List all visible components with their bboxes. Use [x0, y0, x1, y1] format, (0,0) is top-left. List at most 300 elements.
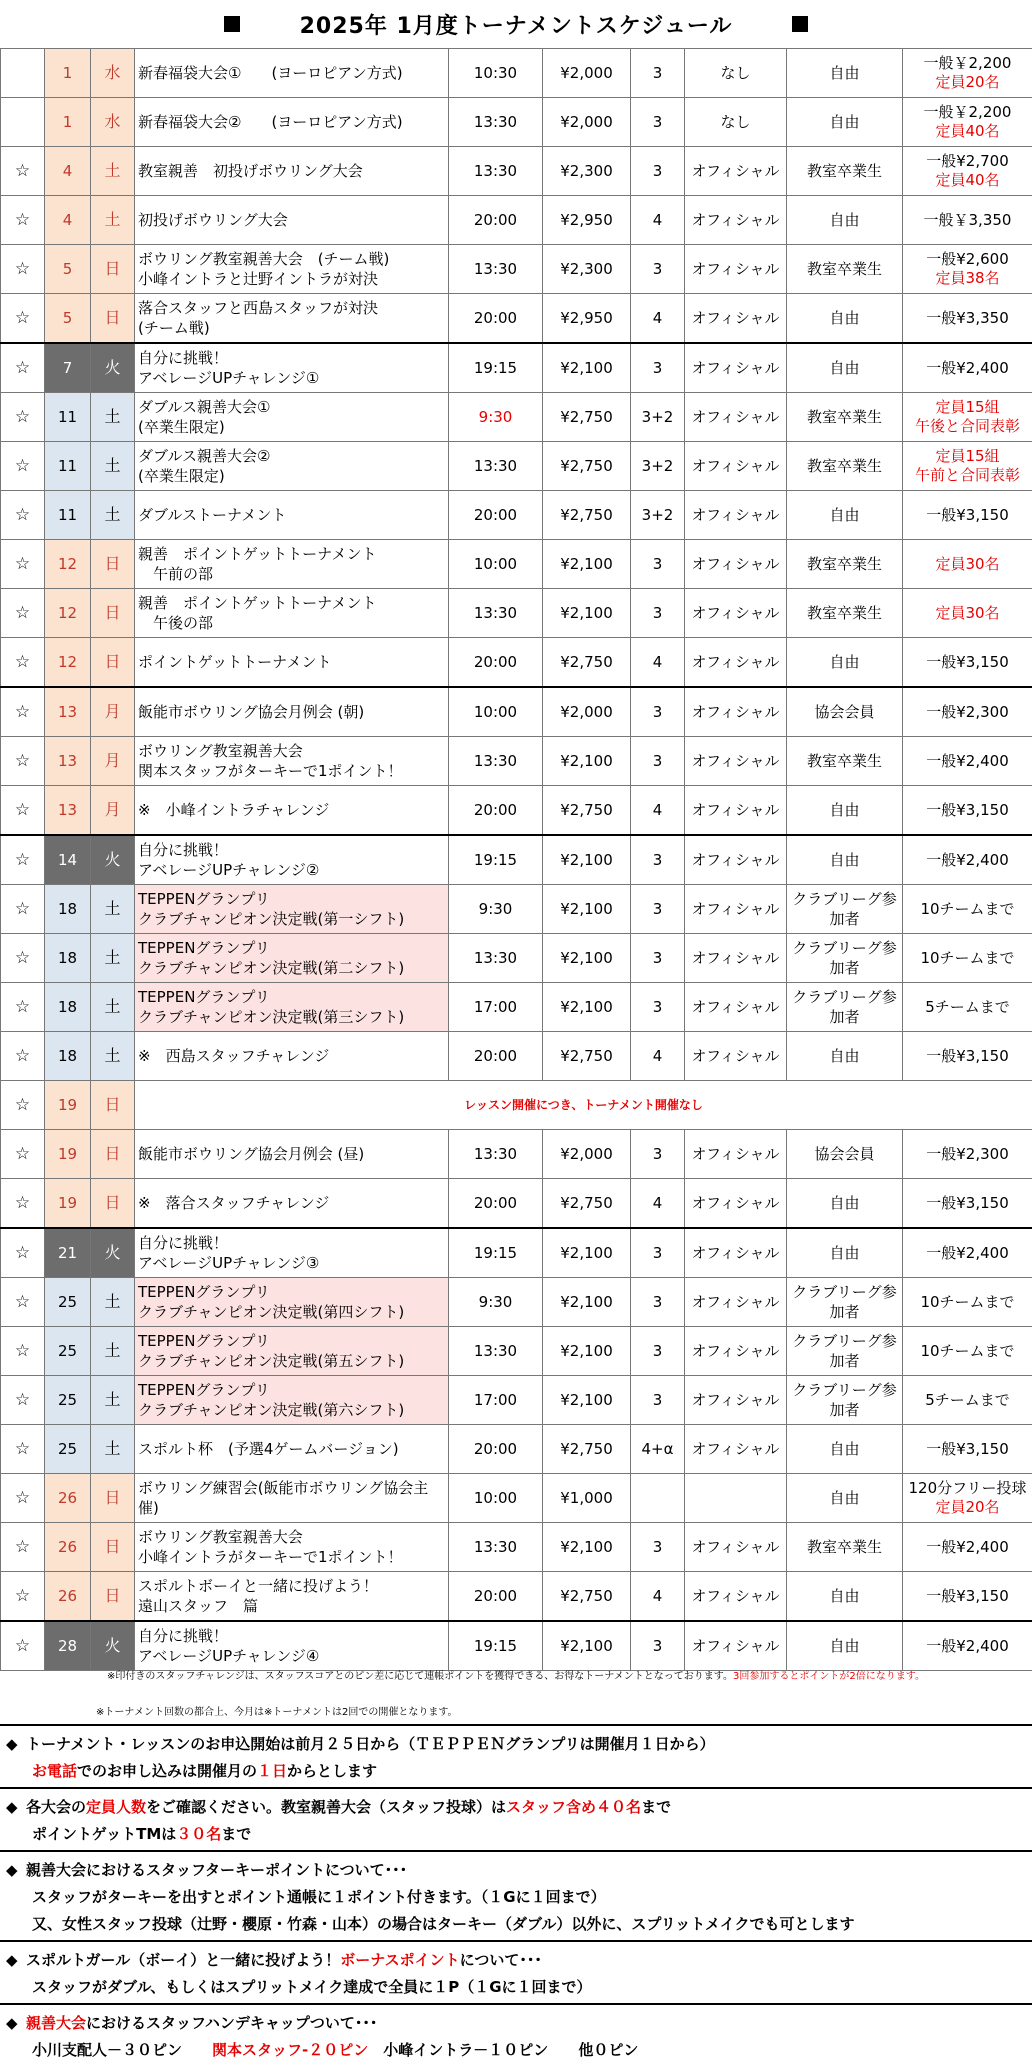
schedule-row: [1, 245, 1032, 294]
note-line: 10チームまで: [903, 1342, 1032, 1361]
entry-fee: ¥2,100: [543, 1523, 631, 1572]
start-time: 10:00: [449, 540, 543, 589]
event-name: 落合スタッフと西島スタッフが対決 (チーム戦): [135, 294, 449, 344]
day-cell: 4: [45, 147, 91, 196]
eligibility: 自由: [787, 1425, 903, 1474]
entry-fee: ¥2,750: [543, 1425, 631, 1474]
start-time: 13:30: [449, 1130, 543, 1179]
note-line: 一般¥3,150: [903, 1587, 1032, 1606]
event-name: ボウリング教室親善大会 (チーム戦) 小峰イントラと辻野イントラが対決: [135, 245, 449, 294]
game-count: 3+2: [631, 491, 685, 540]
schedule-row: [1, 1032, 1032, 1081]
note-line: 一般¥3,150: [903, 1047, 1032, 1066]
weekday-cell: 日: [91, 1130, 135, 1179]
eligibility: 教室卒業生: [787, 147, 903, 196]
note-cell: [903, 294, 1032, 344]
note-cell: [903, 1376, 1032, 1425]
note-line: 一般¥2,600: [903, 250, 1032, 269]
day-cell: 13: [45, 786, 91, 836]
game-count: 3+2: [631, 442, 685, 491]
entry-fee: ¥2,750: [543, 638, 631, 688]
note-line: 定員30名: [903, 604, 1032, 623]
lane-condition: オフィシャル: [685, 393, 787, 442]
star-mark: ☆: [1, 885, 45, 934]
eligibility: クラブリーグ参加者: [787, 983, 903, 1032]
eligibility: 自由: [787, 49, 903, 98]
footnote-staff-challenge: ※印付きのスタッフチャレンジは、スタッフスコアとのピン差に応じて連帳ポイントを獲得できる、お得なトーナメントとなっております。3回参加するとポイントが2倍になります。: [0, 1667, 1032, 1682]
game-count: 3: [631, 1621, 685, 1671]
day-cell: 5: [45, 294, 91, 344]
entry-fee: ¥2,750: [543, 442, 631, 491]
event-name: 飯能市ボウリング協会月例会 (朝): [135, 687, 449, 737]
day-cell: 21: [45, 1228, 91, 1278]
star-mark: ☆: [1, 1523, 45, 1572]
capacity-line: 定員20名: [903, 73, 1032, 92]
start-time: 19:15: [449, 343, 543, 393]
weekday-cell: 土: [91, 1032, 135, 1081]
day-cell: 18: [45, 934, 91, 983]
lane-condition: オフィシャル: [685, 1523, 787, 1572]
footnote-tournament-count: ※トーナメント回数の都合上、今月は※トーナメントは2回での開催となります。: [96, 1703, 458, 1718]
weekday-cell: 土: [91, 983, 135, 1032]
game-count: 3: [631, 49, 685, 98]
weekday-cell: 土: [91, 393, 135, 442]
event-name: TEPPENグランプリ クラブチャンピオン決定戦(第五シフト): [135, 1327, 449, 1376]
event-name: 自分に挑戦！ アベレージUPチャレンジ①: [135, 343, 449, 393]
eligibility: 自由: [787, 1032, 903, 1081]
day-cell: 11: [45, 393, 91, 442]
day-cell: 12: [45, 638, 91, 688]
star-mark: ☆: [1, 442, 45, 491]
note-line: 定員15組 午後と合同表彰: [903, 398, 1032, 436]
event-name: 新春福袋大会② (ヨーロピアン方式): [135, 98, 449, 147]
game-count: 3: [631, 885, 685, 934]
star-mark: ☆: [1, 1327, 45, 1376]
note-cell: [903, 835, 1032, 885]
schedule-row: [1, 294, 1032, 344]
entry-fee: ¥2,750: [543, 491, 631, 540]
square-bullet-icon: [792, 16, 808, 32]
game-count: 3: [631, 983, 685, 1032]
schedule-row: [1, 885, 1032, 934]
no-tournament-notice: レッスン開催につき、トーナメント開催なし: [135, 1081, 1032, 1130]
start-time: 17:00: [449, 1376, 543, 1425]
entry-fee: ¥2,100: [543, 737, 631, 786]
note-cell: [903, 442, 1032, 491]
start-time: 20:00: [449, 638, 543, 688]
lane-condition: オフィシャル: [685, 835, 787, 885]
schedule-table: [0, 48, 1032, 1671]
note-cell: [903, 245, 1032, 294]
schedule-row: [1, 442, 1032, 491]
event-name: スポルト杯 (予選4ゲームバージョン): [135, 1425, 449, 1474]
star-mark: ☆: [1, 1278, 45, 1327]
note-line: 5チームまで: [903, 998, 1032, 1017]
game-count: 3: [631, 245, 685, 294]
eligibility: 自由: [787, 786, 903, 836]
note-cell: [903, 1179, 1032, 1229]
day-cell: 26: [45, 1474, 91, 1523]
start-time: 13:30: [449, 1523, 543, 1572]
note-cell: [903, 1425, 1032, 1474]
weekday-cell: 日: [91, 245, 135, 294]
note-cell: [903, 196, 1032, 245]
note-cell: [903, 147, 1032, 196]
event-name: TEPPENグランプリ クラブチャンピオン決定戦(第三シフト): [135, 983, 449, 1032]
star-mark: ☆: [1, 1179, 45, 1229]
star-mark: ☆: [1, 638, 45, 688]
weekday-cell: 日: [91, 540, 135, 589]
eligibility: 自由: [787, 1572, 903, 1622]
diamond-bullet-icon: ◆: [6, 1794, 26, 1821]
schedule-row: [1, 540, 1032, 589]
lane-condition: オフィシャル: [685, 294, 787, 344]
weekday-cell: 火: [91, 1621, 135, 1671]
event-name: ポイントゲットトーナメント: [135, 638, 449, 688]
lane-condition: オフィシャル: [685, 638, 787, 688]
eligibility: 教室卒業生: [787, 737, 903, 786]
lane-condition: オフィシャル: [685, 540, 787, 589]
start-time: 10:30: [449, 49, 543, 98]
note-line: 一般¥2,400: [903, 1244, 1032, 1263]
note-line: 一般¥3,150: [903, 1194, 1032, 1213]
entry-fee: ¥2,100: [543, 885, 631, 934]
start-time: 19:15: [449, 1228, 543, 1278]
event-name: 飯能市ボウリング協会月例会 (昼): [135, 1130, 449, 1179]
event-name: ※ 西島スタッフチャレンジ: [135, 1032, 449, 1081]
start-time: 13:30: [449, 98, 543, 147]
entry-fee: ¥2,000: [543, 687, 631, 737]
star-mark: ☆: [1, 294, 45, 344]
weekday-cell: 日: [91, 1474, 135, 1523]
eligibility: 自由: [787, 1621, 903, 1671]
star-mark: ☆: [1, 1425, 45, 1474]
game-count: 3+2: [631, 393, 685, 442]
entry-fee: ¥2,100: [543, 589, 631, 638]
eligibility: 自由: [787, 638, 903, 688]
event-name: 親善 ポイントゲットトーナメント 午前の部: [135, 540, 449, 589]
star-mark: ☆: [1, 1130, 45, 1179]
eligibility: クラブリーグ参加者: [787, 1278, 903, 1327]
start-time: 20:00: [449, 294, 543, 344]
note-line: 一般￥2,200: [903, 54, 1032, 73]
game-count: 4: [631, 294, 685, 344]
schedule-row: [1, 1081, 1032, 1130]
day-cell: 13: [45, 687, 91, 737]
game-count: 3: [631, 737, 685, 786]
entry-fee: ¥2,100: [543, 1621, 631, 1671]
event-name: 教室親善 初投げボウリング大会: [135, 147, 449, 196]
day-cell: 12: [45, 589, 91, 638]
entry-fee: ¥2,750: [543, 1032, 631, 1081]
weekday-cell: 火: [91, 1228, 135, 1278]
entry-fee: ¥2,950: [543, 196, 631, 245]
star-mark: ☆: [1, 589, 45, 638]
entry-fee: ¥2,100: [543, 1228, 631, 1278]
entry-fee: ¥2,950: [543, 294, 631, 344]
day-cell: 28: [45, 1621, 91, 1671]
note-cell: [903, 1130, 1032, 1179]
entry-fee: ¥2,300: [543, 245, 631, 294]
game-count: 3: [631, 1523, 685, 1572]
note-line: 120分フリー投球: [903, 1479, 1032, 1498]
info-block-application: ◆ トーナメント・レッスンのお申込開始は前月２５日から（ＴＥＰＰＥＮグランプリは開催月１日から） お電話でのお申し込みは開催月の１日からとします: [0, 1724, 1032, 1787]
weekday-cell: 日: [91, 1572, 135, 1622]
start-time: 10:00: [449, 1474, 543, 1523]
note-line: 一般¥2,400: [903, 1538, 1032, 1557]
event-name: スポルトボーイと一緒に投げよう！ 遠山スタッフ 篇: [135, 1572, 449, 1622]
day-cell: 11: [45, 491, 91, 540]
note-line: 一般¥3,150: [903, 801, 1032, 820]
schedule-row: [1, 934, 1032, 983]
note-line: 一般¥2,400: [903, 851, 1032, 870]
game-count: 3: [631, 1376, 685, 1425]
note-line: 一般¥2,700: [903, 152, 1032, 171]
star-mark: ☆: [1, 687, 45, 737]
start-time: 20:00: [449, 786, 543, 836]
event-name: 親善 ポイントゲットトーナメント 午後の部: [135, 589, 449, 638]
star-mark: [1, 49, 45, 98]
day-cell: 25: [45, 1327, 91, 1376]
weekday-cell: 水: [91, 49, 135, 98]
event-name: ボウリング教室親善大会 関本スタッフがターキーで1ポイント！: [135, 737, 449, 786]
day-cell: 19: [45, 1179, 91, 1229]
note-cell: [903, 540, 1032, 589]
eligibility: 自由: [787, 1179, 903, 1229]
eligibility: 自由: [787, 294, 903, 344]
weekday-cell: 土: [91, 147, 135, 196]
day-cell: 19: [45, 1081, 91, 1130]
weekday-cell: 月: [91, 687, 135, 737]
info-block-handicap: ◆ 親善大会におけるスタッフハンデキャップついて･･･ 小川支配人－３０ピン 関本スタッフ-２０ピン 小峰イントラ－１０ピン 他０ピン: [0, 2003, 1032, 2066]
lane-condition: オフィシャル: [685, 786, 787, 836]
schedule-row: [1, 1228, 1032, 1278]
start-time: 20:00: [449, 1179, 543, 1229]
lane-condition: オフィシャル: [685, 737, 787, 786]
game-count: 3: [631, 147, 685, 196]
event-name: TEPPENグランプリ クラブチャンピオン決定戦(第四シフト): [135, 1278, 449, 1327]
star-mark: ☆: [1, 147, 45, 196]
weekday-cell: 日: [91, 1523, 135, 1572]
entry-fee: ¥2,100: [543, 983, 631, 1032]
note-line: 一般¥3,150: [903, 653, 1032, 672]
start-time: 10:00: [449, 687, 543, 737]
note-cell: [903, 589, 1032, 638]
weekday-cell: 土: [91, 196, 135, 245]
star-mark: ☆: [1, 737, 45, 786]
capacity-line: 定員38名: [903, 269, 1032, 288]
start-time: 13:30: [449, 1327, 543, 1376]
schedule-row: [1, 196, 1032, 245]
entry-fee: ¥2,100: [543, 343, 631, 393]
schedule-row: [1, 983, 1032, 1032]
note-cell: [903, 1621, 1032, 1671]
event-name: 自分に挑戦！ アベレージUPチャレンジ④: [135, 1621, 449, 1671]
lane-condition: オフィシャル: [685, 589, 787, 638]
start-time: 20:00: [449, 491, 543, 540]
day-cell: 5: [45, 245, 91, 294]
game-count: 3: [631, 1278, 685, 1327]
star-mark: ☆: [1, 196, 45, 245]
eligibility: 教室卒業生: [787, 1523, 903, 1572]
info-section: [0, 1724, 1032, 2066]
eligibility: クラブリーグ参加者: [787, 1327, 903, 1376]
note-line: 10チームまで: [903, 900, 1032, 919]
star-mark: ☆: [1, 1376, 45, 1425]
page-title: [0, 0, 1032, 48]
entry-fee: ¥2,100: [543, 1327, 631, 1376]
note-cell: [903, 393, 1032, 442]
capacity-line: 定員40名: [903, 122, 1032, 141]
lane-condition: オフィシャル: [685, 491, 787, 540]
diamond-bullet-icon: ◆: [6, 1857, 26, 1884]
event-name: TEPPENグランプリ クラブチャンピオン決定戦(第六シフト): [135, 1376, 449, 1425]
note-line: 10チームまで: [903, 949, 1032, 968]
game-count: 3: [631, 1327, 685, 1376]
eligibility: 教室卒業生: [787, 589, 903, 638]
event-name: ボウリング教室親善大会 小峰イントラがターキーで1ポイント！: [135, 1523, 449, 1572]
day-cell: 7: [45, 343, 91, 393]
schedule-row: [1, 1130, 1032, 1179]
eligibility: 自由: [787, 1228, 903, 1278]
lane-condition: なし: [685, 49, 787, 98]
diamond-bullet-icon: ◆: [6, 2010, 26, 2037]
day-cell: 26: [45, 1523, 91, 1572]
lane-condition: なし: [685, 98, 787, 147]
event-name: ※ 小峰イントラチャレンジ: [135, 786, 449, 836]
lane-condition: オフィシャル: [685, 147, 787, 196]
note-cell: [903, 934, 1032, 983]
start-time: 20:00: [449, 196, 543, 245]
lane-condition: オフィシャル: [685, 245, 787, 294]
lane-condition: オフィシャル: [685, 1278, 787, 1327]
lane-condition: オフィシャル: [685, 1425, 787, 1474]
lane-condition: オフィシャル: [685, 983, 787, 1032]
day-cell: 18: [45, 885, 91, 934]
entry-fee: ¥2,300: [543, 147, 631, 196]
schedule-row: [1, 1621, 1032, 1671]
note-cell: [903, 1474, 1032, 1523]
entry-fee: ¥2,000: [543, 98, 631, 147]
day-cell: 19: [45, 1130, 91, 1179]
star-mark: ☆: [1, 343, 45, 393]
event-name: 自分に挑戦！ アベレージUPチャレンジ③: [135, 1228, 449, 1278]
game-count: 4: [631, 638, 685, 688]
weekday-cell: 日: [91, 1179, 135, 1229]
day-cell: 25: [45, 1278, 91, 1327]
lane-condition: オフィシャル: [685, 1621, 787, 1671]
weekday-cell: 日: [91, 1081, 135, 1130]
schedule-row: [1, 786, 1032, 836]
entry-fee: ¥2,000: [543, 1130, 631, 1179]
day-cell: 18: [45, 983, 91, 1032]
note-line: 一般￥2,200: [903, 103, 1032, 122]
schedule-row: [1, 737, 1032, 786]
note-cell: [903, 49, 1032, 98]
start-time: 20:00: [449, 1032, 543, 1081]
schedule-row: [1, 1327, 1032, 1376]
note-line: 一般¥2,400: [903, 752, 1032, 771]
lane-condition: オフィシャル: [685, 1376, 787, 1425]
eligibility: 自由: [787, 343, 903, 393]
game-count: 3: [631, 1228, 685, 1278]
event-name: 新春福袋大会① (ヨーロピアン方式): [135, 49, 449, 98]
eligibility: 教室卒業生: [787, 245, 903, 294]
note-cell: [903, 1278, 1032, 1327]
star-mark: ☆: [1, 1621, 45, 1671]
day-cell: 25: [45, 1425, 91, 1474]
schedule-row: [1, 343, 1032, 393]
game-count: 3: [631, 687, 685, 737]
lane-condition: オフィシャル: [685, 1572, 787, 1622]
game-count: 4+α: [631, 1425, 685, 1474]
schedule-row: [1, 393, 1032, 442]
event-name: TEPPENグランプリ クラブチャンピオン決定戦(第二シフト): [135, 934, 449, 983]
entry-fee: ¥2,750: [543, 786, 631, 836]
lane-condition: オフィシャル: [685, 1032, 787, 1081]
event-name: ダブルストーナメント: [135, 491, 449, 540]
star-mark: ☆: [1, 1032, 45, 1081]
title-text: 2025年 1月度トーナメントスケジュール: [300, 9, 733, 40]
event-name: 自分に挑戦！ アベレージUPチャレンジ②: [135, 835, 449, 885]
schedule-row: [1, 835, 1032, 885]
game-count: 4: [631, 786, 685, 836]
lane-condition: オフィシャル: [685, 1327, 787, 1376]
day-cell: 26: [45, 1572, 91, 1622]
note-line: 一般¥3,350: [903, 309, 1032, 328]
eligibility: 教室卒業生: [787, 393, 903, 442]
start-time: 13:30: [449, 589, 543, 638]
weekday-cell: 日: [91, 638, 135, 688]
game-count: 3: [631, 1130, 685, 1179]
game-count: 4: [631, 1572, 685, 1622]
weekday-cell: 日: [91, 294, 135, 344]
note-line: 10チームまで: [903, 1293, 1032, 1312]
star-mark: [1, 98, 45, 147]
eligibility: 自由: [787, 491, 903, 540]
star-mark: ☆: [1, 491, 45, 540]
weekday-cell: 土: [91, 1376, 135, 1425]
note-line: 一般¥2,400: [903, 359, 1032, 378]
event-name: ※ 落合スタッフチャレンジ: [135, 1179, 449, 1229]
diamond-bullet-icon: ◆: [6, 1947, 26, 1974]
note-cell: [903, 1572, 1032, 1622]
lane-condition: [685, 1474, 787, 1523]
schedule-row: [1, 49, 1032, 98]
lane-condition: オフィシャル: [685, 687, 787, 737]
note-line: 一般¥2,300: [903, 1145, 1032, 1164]
weekday-cell: 火: [91, 343, 135, 393]
event-name: ダブルス親善大会② (卒業生限定): [135, 442, 449, 491]
entry-fee: ¥2,100: [543, 540, 631, 589]
game-count: 4: [631, 1179, 685, 1229]
entry-fee: ¥2,100: [543, 1376, 631, 1425]
capacity-line: 定員20名: [903, 1498, 1032, 1517]
lane-condition: オフィシャル: [685, 442, 787, 491]
day-cell: 1: [45, 49, 91, 98]
game-count: 3: [631, 589, 685, 638]
note-cell: [903, 638, 1032, 688]
star-mark: ☆: [1, 934, 45, 983]
note-cell: [903, 343, 1032, 393]
info-block-bonus-point: ◆ スポルトガール（ボーイ）と一緒に投げよう！ボーナスポイントについて･･･ スタッフがダブル、もしくはスプリットメイク達成で全員に１P（１Gに１回まで）: [0, 1940, 1032, 2003]
star-mark: ☆: [1, 786, 45, 836]
schedule-row: [1, 1425, 1032, 1474]
entry-fee: ¥2,750: [543, 1572, 631, 1622]
note-line: 一般¥2,300: [903, 703, 1032, 722]
weekday-cell: 月: [91, 737, 135, 786]
star-mark: ☆: [1, 1228, 45, 1278]
